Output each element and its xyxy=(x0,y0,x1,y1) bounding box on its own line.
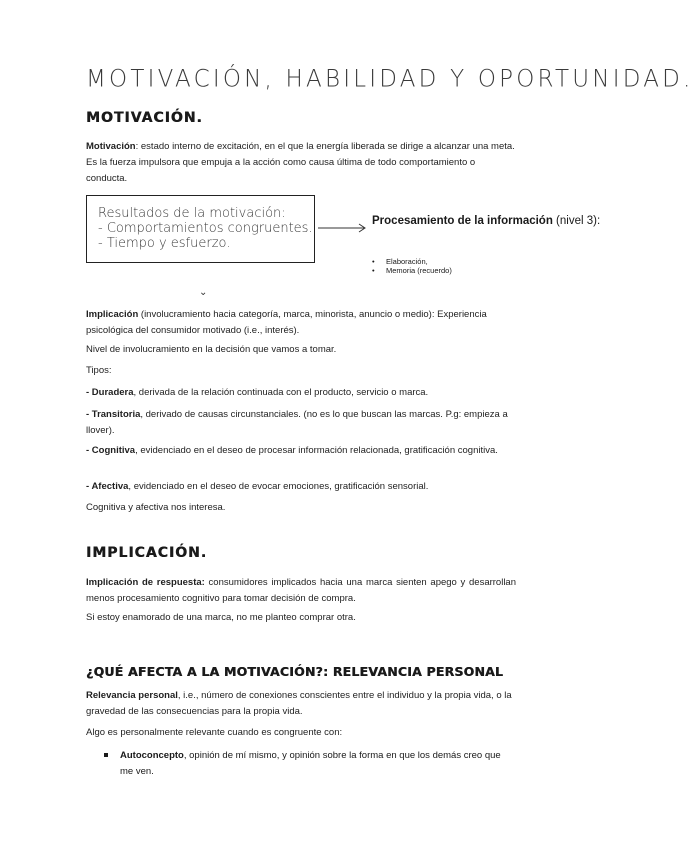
list-item: • Memoria (recuerdo) xyxy=(372,266,452,275)
square-bullet-icon xyxy=(104,753,108,757)
relevancia-definition-text: , i.e., número de conexiones conscientes entre el individuo y la propia vida, o la gravedad de las consecuencias para la propia vida. xyxy=(86,690,512,717)
tipo-item-text: , derivado de causas circunstanciales. (no es lo que buscan las marcas. P.g: empieza a llover). xyxy=(86,409,508,436)
ejemplo-paragraph: Si estoy enamorado de una marca, no me planteo comprar otra. xyxy=(86,612,356,623)
implicacion-definition xyxy=(86,307,516,339)
nota-paragraph: Cognitiva y afectiva nos interesa. xyxy=(86,502,226,513)
bullet-text xyxy=(120,748,516,780)
processing-title-rest: (nivel 3): xyxy=(552,215,601,227)
tipo-item-bold: - Cognitiva xyxy=(86,445,136,456)
tipo-item xyxy=(86,443,516,459)
processing-title xyxy=(372,214,600,228)
implicacion-term: Implicación xyxy=(86,309,139,320)
motivation-results-box xyxy=(86,195,315,263)
tipo-item-bold: - Duradera xyxy=(86,387,134,398)
motivation-results-text xyxy=(98,206,313,251)
bullet-rest: , opinión de mí mismo, y opinión sobre la forma en que los demás creo que me ven. xyxy=(120,750,501,777)
motivacion-definition-text: : estado interno de excitación, en el que la energía liberada se dirige a alcanzar una meta. Es la fuerza impulsora que empuja a la acción como causa última de todo comportamiento o conducta. xyxy=(86,141,515,184)
arrow-right-icon xyxy=(318,222,368,234)
tipo-item xyxy=(86,479,516,495)
nivel-paragraph: Nivel de involucramiento en la decisión que vamos a tomar. xyxy=(86,344,337,355)
tipo-item-bold: - Transitoria xyxy=(86,409,141,420)
list-item: • Elaboración, xyxy=(372,257,452,266)
box-line: Resultados de la motivación: xyxy=(98,206,286,221)
motivacion-definition xyxy=(86,139,516,187)
chevron-down-icon: ⌄ xyxy=(199,287,208,298)
relevancia-term: Relevancia personal xyxy=(86,690,178,701)
implicacion-respuesta-text: consumidores implicados hacia una marca sienten apego y desarrollan menos procesamiento cognitivo para tomar decisión de compra. xyxy=(86,577,516,604)
section-heading-relevancia: ¿QUÉ AFECTA A LA MOTIVACIÓN?: RELEVANCIA PERSONAL xyxy=(86,664,504,679)
tipos-label: Tipos: xyxy=(86,365,112,376)
processing-title-bold: Procesamiento de la información xyxy=(372,215,553,227)
motivacion-term: Motivación xyxy=(86,141,136,152)
section-heading-motivacion: MOTIVACIÓN. xyxy=(86,110,203,126)
implicacion-respuesta xyxy=(86,575,516,607)
tipo-item-text: , evidenciado en el deseo de procesar información relacionada, gratificación cognitiva. xyxy=(135,445,498,456)
bullet-bold: Autoconcepto xyxy=(120,750,184,761)
tipo-item-text: , derivada de la relación continuada con el producto, servicio o marca. xyxy=(133,387,429,398)
tipo-item-text: , evidenciado en el deseo de evocar emociones, gratificación sensorial. xyxy=(128,481,429,492)
page-title: MOTIVACIÓN, HABILIDAD Y OPORTUNIDAD. xyxy=(86,65,694,93)
section-heading-implicacion: IMPLICACIÓN. xyxy=(86,545,208,561)
box-line: - Comportamientos congruentes. xyxy=(98,221,313,236)
processing-list xyxy=(372,257,452,275)
tipo-item-bold: - Afectiva xyxy=(86,481,129,492)
implicacion-definition-text: (involucramiento hacia categoría, marca, minorista, anuncio o medio): Experiencia psicológica del consumidor motivado (i.e., interés). xyxy=(86,309,487,336)
tipo-item xyxy=(86,385,516,401)
implicacion-respuesta-term: Implicación de respuesta: xyxy=(86,577,205,588)
relevancia-intro: Algo es personalmente relevante cuando es congruente con: xyxy=(86,727,343,738)
tipo-item xyxy=(86,407,516,439)
box-line: - Tiempo y esfuerzo. xyxy=(98,236,231,251)
relevancia-definition xyxy=(86,688,516,720)
